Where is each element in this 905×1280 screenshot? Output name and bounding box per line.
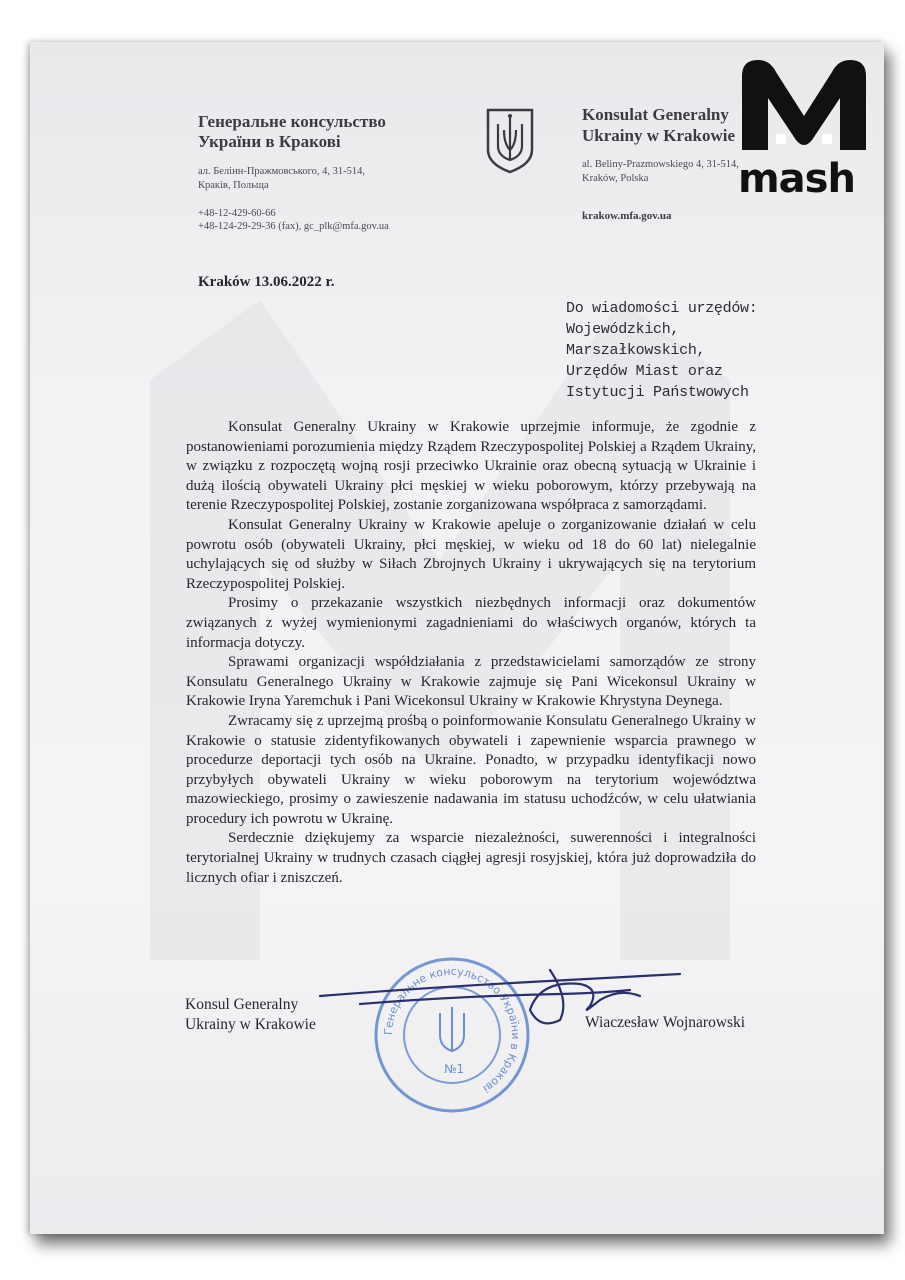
consulate-name-ua-line2: України в Кракові <box>198 132 341 151</box>
paragraph-2: Konsulat Generalny Ukrainy w Krakowie apeluje o zorganizowanie działań w celu powrotu osób (obywateli Ukrainy, płci męskiej, w wieku od 18 do 60 lat) nielegalnie uchylających się od służby w Siłach Zbrojnych Ukrainy i ukrywających się na terytorium Rzeczypospolitej Polskiej. <box>186 516 756 592</box>
consulate-address-ukrainian <box>198 165 365 193</box>
consulate-address-polish <box>582 158 739 186</box>
addressee-line2: Wojewódzkich, <box>566 321 680 338</box>
coat-of-arms-icon <box>484 106 536 176</box>
consulate-website: krakow.mfa.gov.ua <box>582 210 672 222</box>
consulate-contacts <box>198 207 389 233</box>
addressee-block <box>566 298 757 403</box>
consulate-name-pl-line1: Konsulat Generalny <box>582 105 729 124</box>
paragraph-1: Konsulat Generalny Ukrainy w Krakowie uprzejmie informuje, że zgodnie z postanowieniami porozumienia między Rządem Rzeczypospolitej Polskiej a Rządem Ukrainy, w związku z rozpoczętą wojną rosji przeciwko Ukrainie oraz obecną sytuacją w Ukrainie i dużą ilością obywateli Ukrainy płci męskiej w wieku poborowym, którzy przebywają na terenie Rzeczypospolitej Polskiej, zostanie zorganizowana współpraca z samorządami. <box>186 419 756 514</box>
letter-body <box>186 418 756 888</box>
paragraph-5: Zwracamy się z uprzejmą prośbą o poinformowanie Konsulatu Generalnego Ukrainy w Krakowie o statusie zidentyfikowanych obywateli i zapewnienie wsparcia prawnego w procedurze deportacji tych osób na Ukraine. Ponadto, w przypadku identyfikacji nowo przybyłych obywateli Ukrainy w wieku poborowym na terytorium województwa mazowieckiego, prosimy o zawieszenie nadawania im statusu uchodźców, w celu ułatwiania procedury ich powrotu w Ukrainę. <box>186 712 756 827</box>
mash-logo-text: mash <box>738 156 855 202</box>
signatory-name: Wiaczesław Wojnarowski <box>585 1014 746 1031</box>
signatory-title-line1: Konsul Generalny <box>185 996 299 1013</box>
ua-address-line2: Краків, Польща <box>198 180 269 191</box>
signatory-title <box>185 995 316 1035</box>
letter-date: Kraków 13.06.2022 r. <box>198 274 335 290</box>
consulate-name-ukrainian <box>198 112 386 152</box>
consulate-name-ua-line1: Генеральне консульство <box>198 112 386 131</box>
consulate-name-pl-line2: Ukrainy w Krakowie <box>582 126 735 145</box>
addressee-line1: Do wiadomości urzędów: <box>566 300 758 317</box>
addressee-line5: Istytucji Państwowych <box>566 384 749 401</box>
consulate-name-polish <box>582 104 735 146</box>
signatory-title-line2: Ukrainy w Krakowie <box>185 1016 316 1033</box>
svg-text:№1: №1 <box>444 1062 465 1076</box>
pl-address-line2: Kraków, Polska <box>582 173 649 184</box>
addressee-line3: Marszałkowskich, <box>566 342 706 359</box>
addressee-line4: Urzędów Miast oraz <box>566 363 723 380</box>
ua-address-line1: ал. Белінн-Пражмовського, 4, 31-514, <box>198 166 366 177</box>
phone-line: +48-12-429-60-66 <box>198 208 276 219</box>
paragraph-4: Sprawami organizacji współdziałania z przedstawicielami samorządów ze strony Konsulatu Generalnego Ukrainy w Krakowie zajmuje się Pani Wicekonsul Ukrainy w Krakowie Iryna Yaremchuk i Pani Wicekonsul Ukrainy w Krakowie Khrystyna Deynega. <box>186 654 756 710</box>
svg-text:Генеральне консульство України: Генеральне консульство України в Кракові <box>381 964 523 1096</box>
pl-address-line1: al. Beliny-Prazmowskiego 4, 31-514, <box>582 159 739 170</box>
paragraph-6: Serdecznie dziękujemy za wsparcie niezależności, suwerenności i integralności terytorialnej Ukrainy w trudnych czasach ciągłej agresji rosyjskiej, która już doprowadziła do licznych ofiar i zniszczeń. <box>186 830 756 886</box>
paragraph-3: Prosimy o przekazanie wszystkich niezbędnych informacji oraz dokumentów związanych z wyżej wymienionymi zagadnieniami do właściwych organów, których ta informacja dotyczy. <box>186 595 756 651</box>
fax-email-line: +48-124-29-29-36 (fax), gc_plk@mfa.gov.ua <box>198 221 389 232</box>
